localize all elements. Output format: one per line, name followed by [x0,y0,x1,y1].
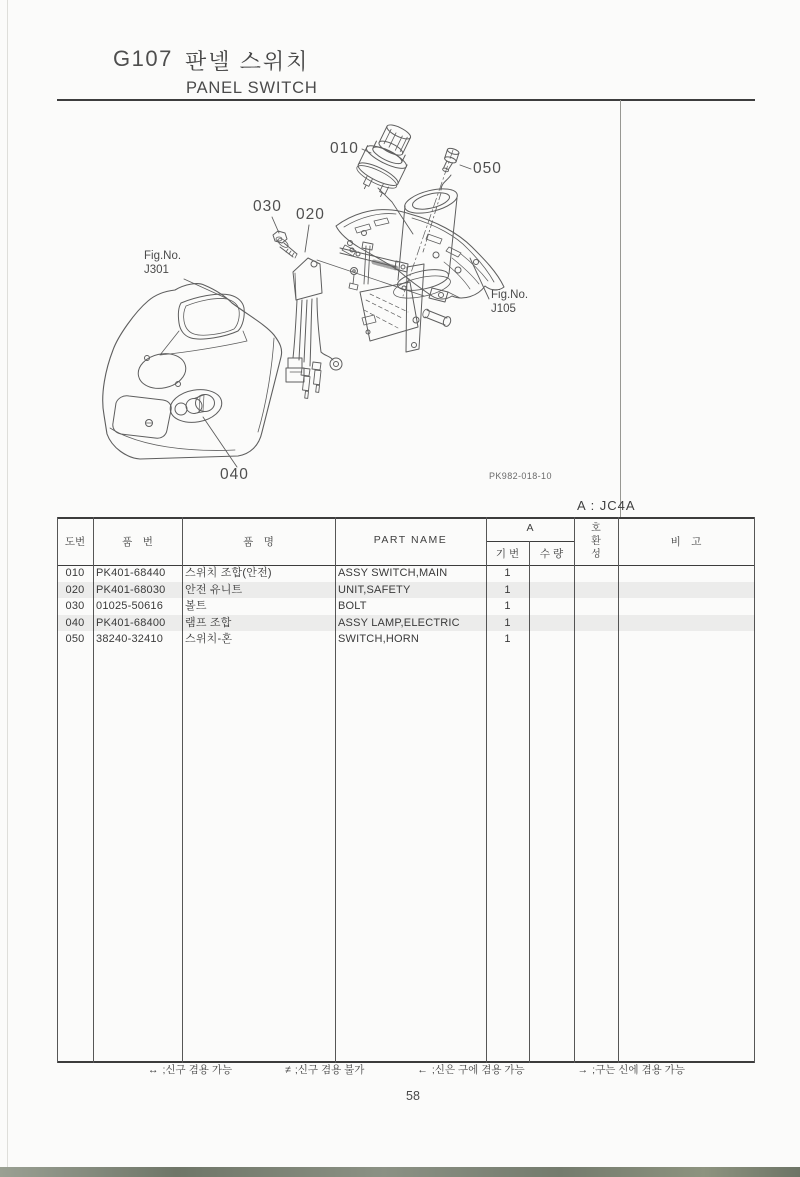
cell-part-name: ASSY SWITCH,MAIN [338,567,448,579]
table-row [57,565,755,582]
legend-item [417,1062,524,1077]
parts-table [57,517,755,1063]
horn-switch-drawing [423,147,471,252]
callout-010: 010 [330,140,359,157]
legend-item [578,1062,685,1077]
legend-symbol: ≠ [285,1064,291,1076]
cell-name-ko: 스위치-혼 [185,633,233,645]
cell-no: 040 [65,616,85,629]
safety-unit-drawing [286,258,424,398]
cell-part-name: BOLT [338,600,367,612]
table-a-split-line [486,541,574,542]
cell-part-name: ASSY LAMP,ELECTRIC [338,616,460,629]
cell-no: 030 [65,600,85,612]
legend-symbol: ↔ [148,1064,159,1076]
drawing-code: PK982-018-10 [489,471,552,481]
header-compat [574,522,618,562]
cell-part-name: SWITCH,HORN [338,633,420,645]
cell-serial: 1 [504,567,511,579]
cell-name-ko: 스위치 조합(안전) [185,567,272,579]
header-remarks: 비 고 [670,536,702,548]
lamp-drawing [175,395,215,416]
cell-name-ko: 안전 유니트 [185,583,243,596]
table-row [57,598,755,615]
header-part-no: 품 번 [122,536,153,548]
cell-serial: 1 [504,633,511,645]
cell-no: 020 [65,583,85,596]
cell-part-name: UNIT,SAFETY [338,583,411,596]
cell-serial: 1 [504,600,511,612]
cell-serial: 1 [504,616,511,629]
header-compat-chars: 호환성 [591,523,601,560]
header-qty: 수 량 [539,548,564,560]
table-row [57,615,755,632]
legend-text: ;신은 구에 겸용 가능 [431,1064,525,1076]
legend-text: ;신구 겸용 가능 [162,1064,233,1076]
variant-note: A : JC4A [577,498,636,513]
header-group-a: A [526,522,534,534]
legend-item [285,1062,364,1077]
fig-ref-j301-number: J301 [144,263,169,276]
leader-020 [305,225,309,252]
fig-ref-j105-label: Fig.No. [491,289,529,301]
callout-040: 040 [220,466,249,483]
bolt-drawing [273,231,297,258]
cell-serial: 1 [504,583,511,596]
legend-symbol: → [577,1064,589,1076]
leader-040 [203,417,237,467]
cell-name-ko: 램프 조합 [185,616,232,629]
callout-050: 050 [473,160,502,177]
leader-030 [272,217,279,233]
page-title-korean: 판넬 스위치 [185,49,310,74]
cell-part-no: 38240-32410 [96,633,164,645]
cell-no: 010 [65,567,85,579]
legend-symbol: ← [417,1064,428,1076]
scan-edge-band [0,1167,800,1177]
fig-ref-j105-number: J105 [491,302,516,315]
main-switch-drawing [350,118,420,201]
fig-ref-j301-label: Fig.No. [144,250,182,262]
legend-text: ;구는 신에 겸용 가능 [592,1064,685,1076]
fig-ref-j301 [144,250,181,277]
legend-item [148,1062,232,1077]
header-serial: 기 번 [495,548,520,560]
fig-ref-j105 [491,289,528,316]
callout-020: 020 [296,206,325,223]
header-part-name: PART NAME [373,534,448,546]
table-row [57,631,755,648]
table-top-line [57,517,755,519]
cell-name-ko: 볼트 [185,600,207,612]
cell-part-no: PK401-68400 [96,616,166,629]
page-number: 58 [406,1089,420,1103]
column-cylinder-drawing [392,150,460,302]
section-code: G107 [113,46,173,71]
cell-part-no: 01025-50616 [96,600,164,612]
cell-no: 050 [65,633,85,645]
leader-050 [460,165,471,169]
hood-panel-drawing [103,284,282,459]
table-row [57,582,755,599]
cell-part-no: PK401-68440 [96,567,166,579]
cell-part-no: PK401-68030 [96,583,166,596]
callout-030: 030 [253,198,282,215]
page-title-english: PANEL SWITCH [186,79,318,97]
compatibility-legend [148,1062,685,1077]
panel-bracket-drawing [336,210,504,299]
header-name-ko: 품 명 [243,536,274,548]
legend-text: ;신구 겸용 불가 [294,1064,365,1076]
leader-010 [362,149,413,234]
header-no: 도번 [64,536,86,548]
